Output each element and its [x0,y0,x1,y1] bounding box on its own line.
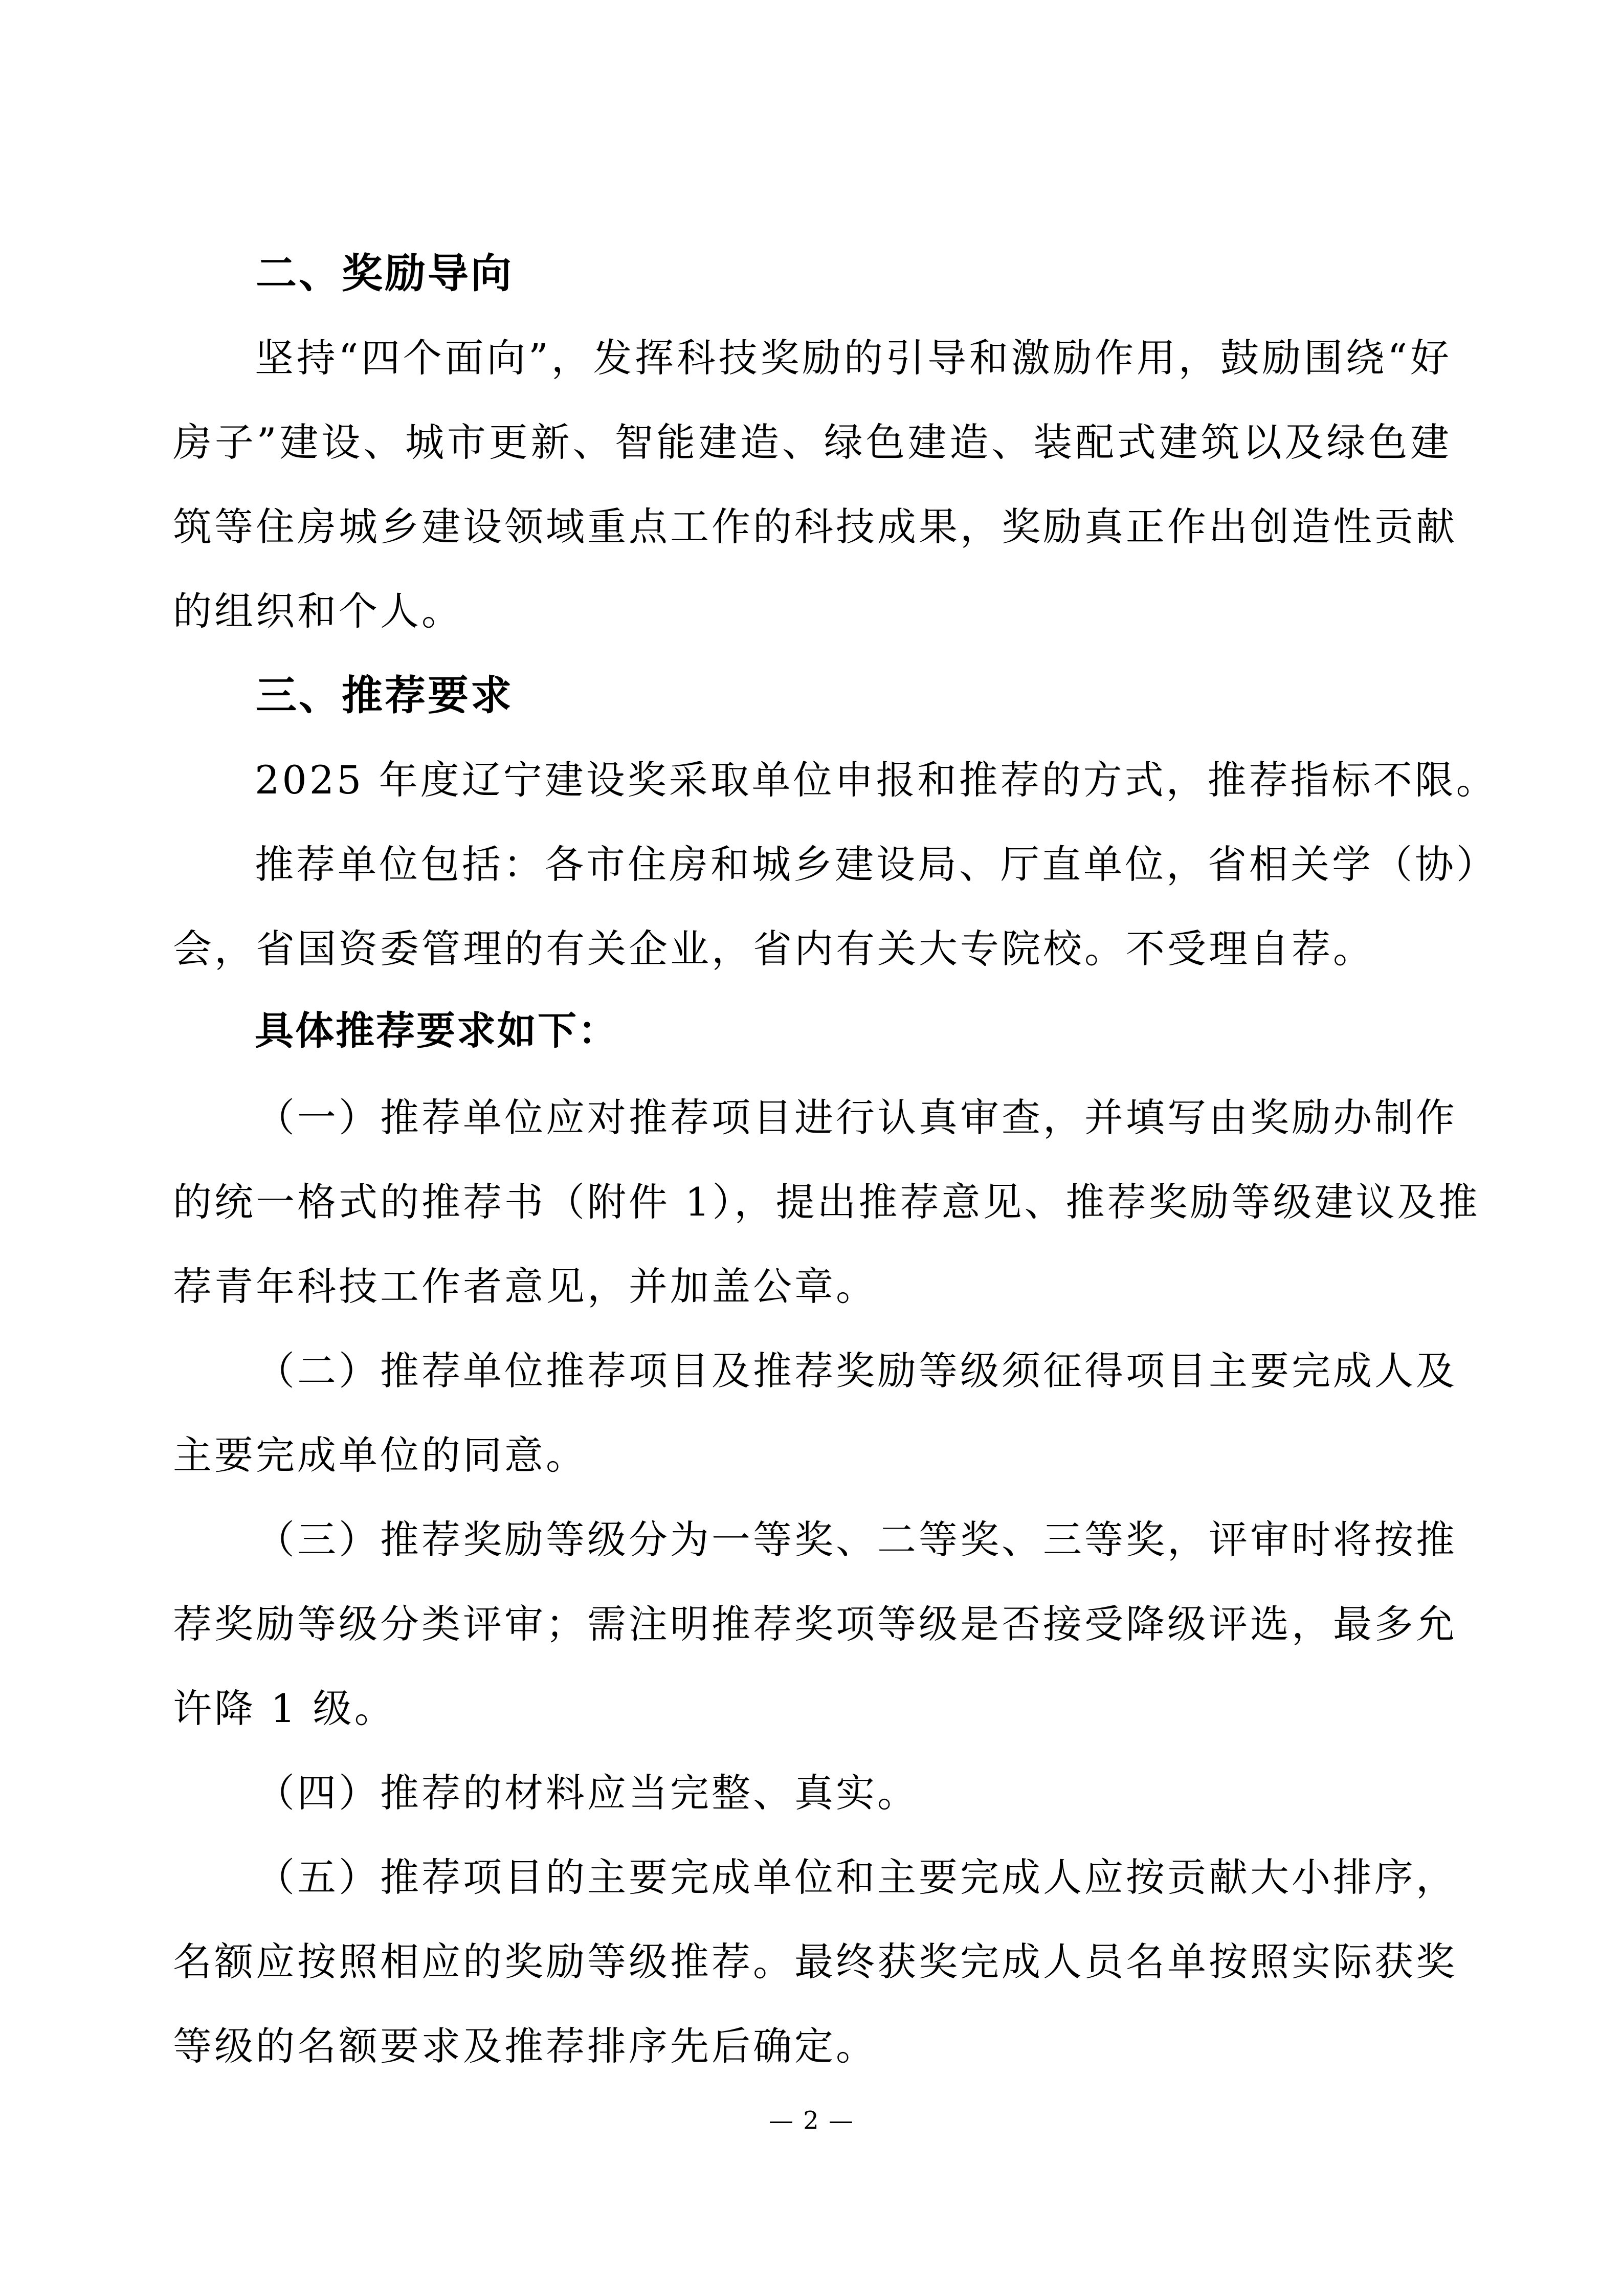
paragraph-line: 坚持“四个面向”，发挥科技奖励的引导和激励作用，鼓励围绕“好 [255,335,1452,381]
list-item-line: 荐奖励等级分类评审；需注明推荐奖项等级是否接受降级评选，最多允 [173,1601,1457,1647]
section-heading-reward-orientation: 二、奖励导向 [256,250,514,297]
paragraph-line: 房子”建设、城市更新、智能建造、绿色建造、装配式建筑以及绿色建 [173,420,1452,465]
list-item-line: （五）推荐项目的主要完成单位和主要完成人应按贡献大小排序， [256,1855,1457,1900]
list-item-line: 主要完成单位的同意。 [173,1432,587,1478]
subheading-specific-requirements: 具体推荐要求如下： [255,1008,618,1053]
paragraph-line: 筑等住房城乡建设领域重点工作的科技成果，奖励真正作出创造性贡献 [173,504,1457,549]
list-item-line: 等级的名额要求及推荐排序先后确定。 [173,2023,877,2069]
paragraph-line: 的组织和个人。 [173,588,463,634]
list-item-line: 许降 1 级。 [173,1686,396,1731]
page-number: — 2 — [768,2106,855,2135]
list-item-line: （三）推荐奖励等级分为一等奖、二等奖、三等奖，评审时将按推 [256,1517,1457,1562]
paragraph-line: 2025 年度辽宁建设奖采取单位申报和推荐的方式，推荐指标不限。 [255,757,1498,803]
list-item-line: （一）推荐单位应对推荐项目进行认真审查，并填写由奖励办制作 [256,1095,1457,1140]
list-item-line: （四）推荐的材料应当完整、真实。 [256,1770,919,1816]
section-heading-recommendation-requirements: 三、推荐要求 [256,672,514,719]
paragraph-line: 推荐单位包括：各市住房和城乡建设局、厅直单位，省相关学（协） [255,842,1498,887]
list-item-line: （二）推荐单位推荐项目及推荐奖励等级须征得项目主要完成人及 [256,1348,1457,1394]
paragraph-line: 会，省国资委管理的有关企业，省内有关大专院校。不受理自荐。 [173,926,1374,972]
list-item-line: 名额应按照相应的奖励等级推荐。最终获奖完成人员名单按照实际获奖 [173,1939,1457,1984]
list-item-line: 荐青年科技工作者意见，并加盖公章。 [173,1264,877,1309]
list-item-line: 的统一格式的推荐书（附件 1），提出推荐意见、推荐奖励等级建议及推 [173,1179,1480,1225]
